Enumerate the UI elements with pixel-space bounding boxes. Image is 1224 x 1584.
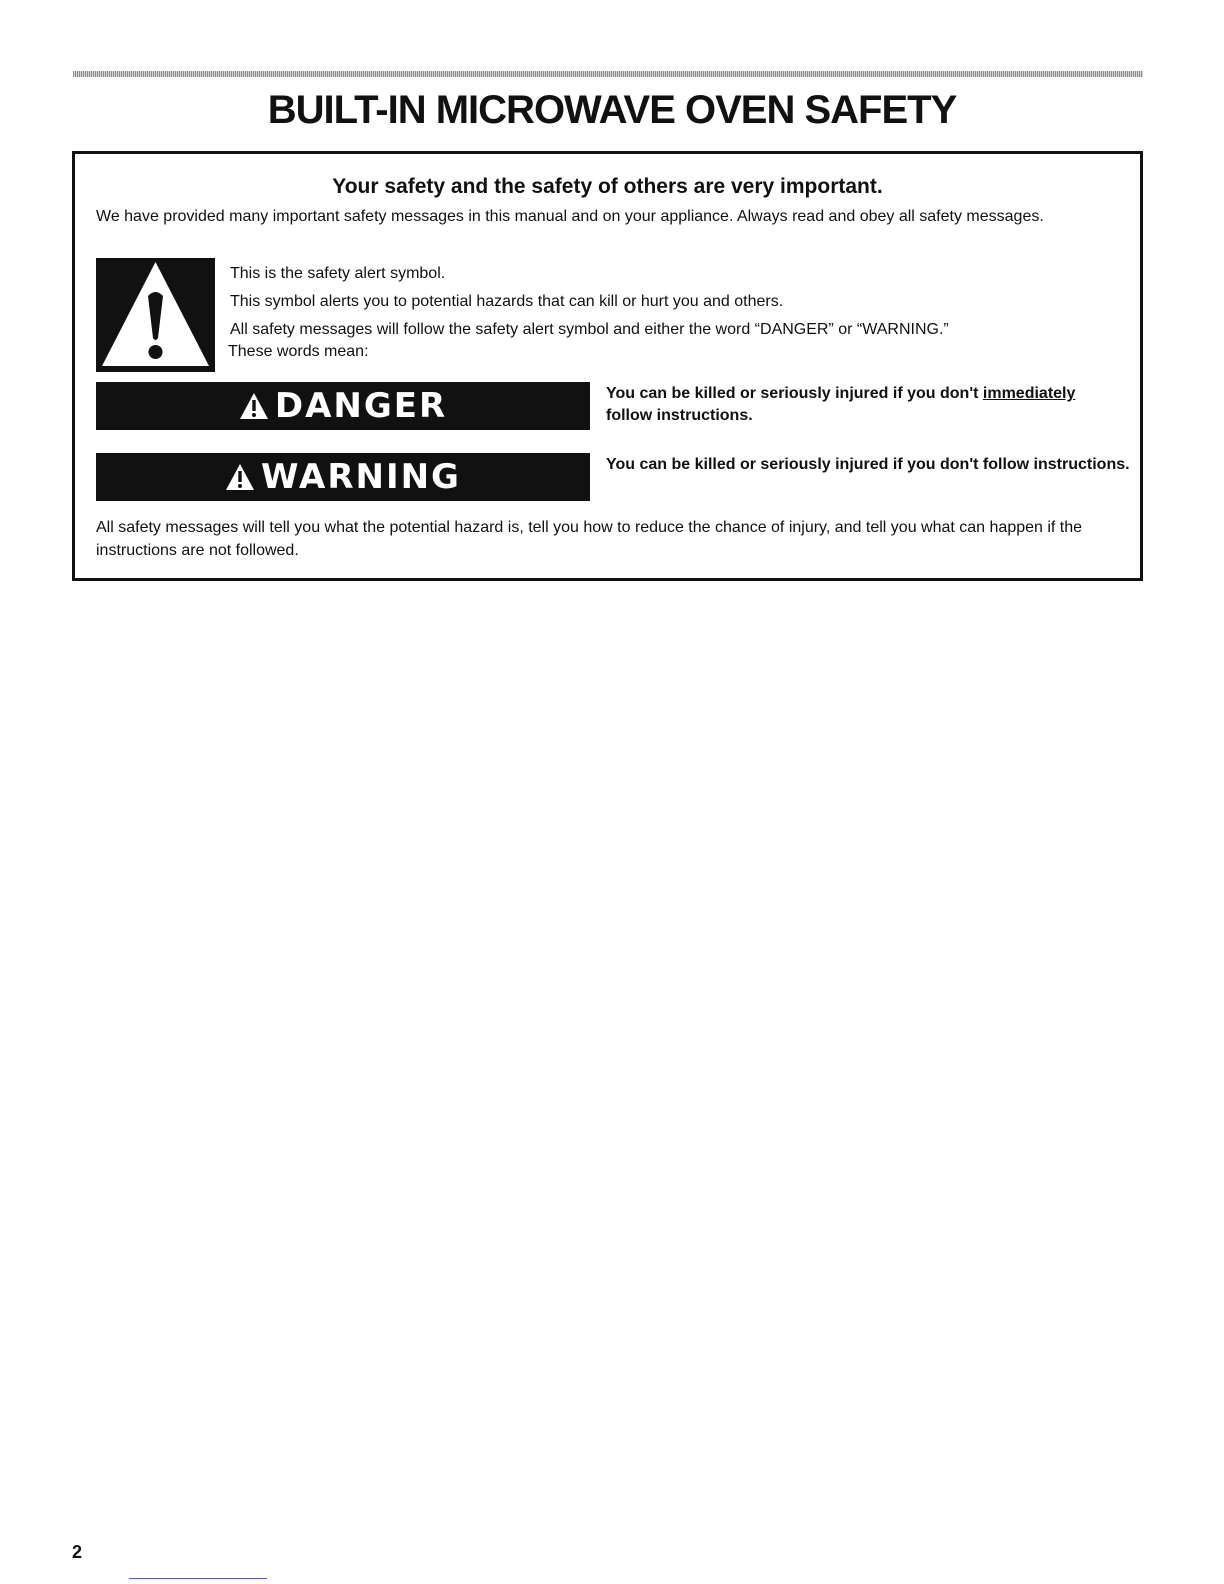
safety-heading: Your safety and the safety of others are very important.	[332, 175, 883, 198]
symbol-line: All safety messages will follow the safety alert symbol and either the word “DANGER” or “WARNING.”	[230, 321, 949, 338]
alert-triangle-icon	[239, 392, 269, 420]
page-title: BUILT-IN MICROWAVE OVEN SAFETY	[267, 88, 957, 132]
danger-description	[606, 383, 1136, 427]
symbol-line: This symbol alerts you to potential hazards that can kill or hurt you and others.	[230, 293, 784, 310]
symbol-line: This is the safety alert symbol.	[230, 265, 446, 282]
warning-label: WARNING	[261, 457, 461, 497]
danger-text-after: follow instructions.	[606, 407, 753, 424]
safety-closing: All safety messages will tell you what the potential hazard is, tell you how to reduce the chance of injury, and tell you what can happen if the instructions are not followed.	[96, 519, 1083, 559]
danger-label: DANGER	[274, 386, 448, 426]
alert-triangle-icon	[225, 463, 255, 491]
warning-description: You can be killed or seriously injured if you don't follow instructions.	[606, 456, 1130, 473]
top-rule	[73, 71, 1143, 77]
footer-rule	[129, 1578, 267, 1579]
safety-alert-icon	[96, 258, 215, 372]
symbol-line: These words mean:	[228, 343, 369, 360]
safety-intro: We have provided many important safety messages in this manual and on your appliance. Always read and obey all safety messages.	[96, 208, 1044, 225]
danger-text-before: You can be killed or seriously injured if you don't	[606, 385, 983, 402]
symbol-explanation	[230, 264, 1110, 370]
page-number: 2	[72, 1542, 83, 1562]
warning-banner	[96, 453, 590, 501]
danger-emphasis: immediately	[982, 385, 1076, 402]
safety-box	[72, 151, 1143, 581]
danger-banner	[96, 382, 590, 430]
